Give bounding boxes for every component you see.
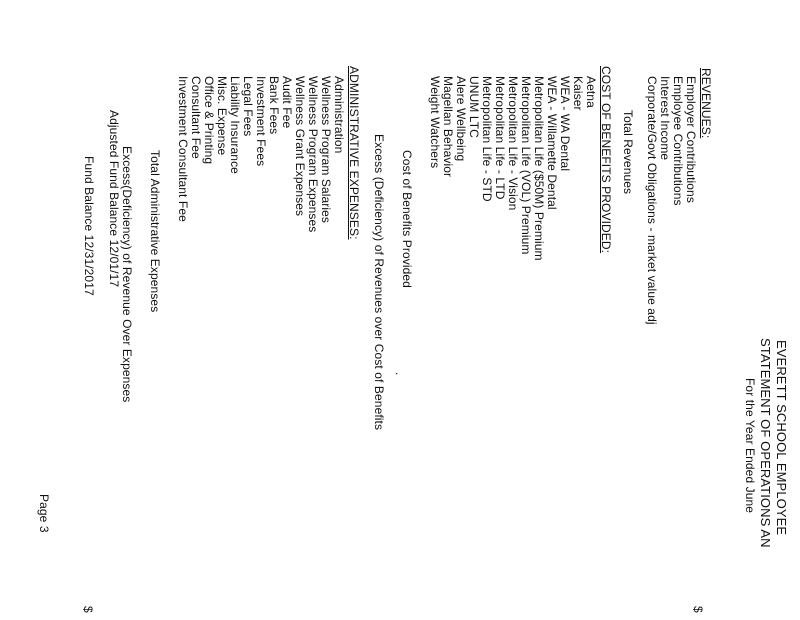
revenue-item: Employee Contributions bbox=[671, 76, 685, 206]
admin-expenses-heading: ADMINISTRATIVE EXPENSES: bbox=[347, 66, 361, 240]
currency-symbol-top: $ bbox=[691, 606, 705, 613]
report-title-line1: EVERETT SCHOOL EMPLOYEE bbox=[774, 340, 789, 536]
benefit-item: Metropolitan Life - Vision bbox=[506, 76, 520, 211]
benefit-item: WEA - WA Dental bbox=[558, 76, 572, 172]
admin-item: Audit Fee bbox=[280, 76, 294, 129]
benefit-item: Kaiser bbox=[571, 76, 585, 111]
admin-item: Legal Fees bbox=[241, 76, 255, 137]
benefit-item: Metropolitan Life ($50M) Premium bbox=[532, 76, 546, 261]
admin-item: Misc. Expense bbox=[215, 76, 229, 156]
admin-item: Investment Fees bbox=[254, 76, 268, 167]
excess-over-benefits-label: Excess (Deficiency) of Revenues over Cost of Benefits bbox=[372, 134, 386, 431]
page-number: Page 3 bbox=[37, 494, 51, 533]
revenue-item: Interest Income bbox=[658, 76, 672, 161]
benefit-item: Metropolitan Life - STD bbox=[480, 76, 494, 202]
report-period: For the Year Ended June bbox=[743, 378, 757, 514]
benefit-item: UNUM LTC bbox=[467, 76, 481, 138]
cost-of-benefits-heading: COST OF BENEFITS PROVIDED: bbox=[599, 66, 613, 254]
admin-item: Investment Consultant Fee bbox=[176, 76, 190, 222]
revenues-heading: REVENUES: bbox=[699, 68, 713, 139]
cost-of-benefits-total-label: Cost of Benefits Provided bbox=[400, 150, 414, 288]
revenue-item: Employer Contributions bbox=[684, 76, 698, 203]
admin-item: Wellness Grant Expenses bbox=[293, 76, 307, 217]
total-revenues-label: Total Revenues bbox=[621, 110, 635, 195]
benefit-item: Weight Watchers bbox=[428, 76, 442, 169]
admin-item: Consultant Fee bbox=[189, 76, 203, 159]
admin-item: Bank Fees bbox=[267, 76, 281, 135]
revenue-item: Corporate/Govt Obligations - market value adj bbox=[645, 76, 659, 325]
currency-symbol-bottom: $ bbox=[81, 606, 95, 613]
fund-balance-label: Fund Balance 12/31/2017 bbox=[82, 156, 96, 296]
benefit-item: Metropolitan Life - LTD bbox=[493, 76, 507, 200]
benefit-item: Metropolitan Life (VOL) Premium bbox=[519, 76, 533, 255]
benefit-item: WEA - Willamette Dental bbox=[545, 76, 559, 210]
excess-over-expenses-label: Excess(Deficiency) of Revenue Over Expenses bbox=[120, 146, 134, 403]
admin-item: Wellness Program Expenses bbox=[306, 76, 320, 233]
report-title-line2: STATEMENT OF OPERATIONS AN bbox=[758, 338, 773, 548]
stray-dot: . bbox=[393, 372, 407, 376]
benefit-item: Alere Wellbeing bbox=[454, 76, 468, 162]
total-admin-expenses-label: Total Administrative Expenses bbox=[148, 150, 162, 313]
adjusted-fund-balance-label: Adjusted Fund Balance 12/01/17 bbox=[107, 110, 121, 288]
admin-item: Administration bbox=[332, 76, 346, 154]
admin-item: Office & Printing bbox=[202, 76, 216, 165]
benefit-item: Aetna bbox=[584, 76, 598, 108]
benefit-item: Magellan Behavior bbox=[441, 76, 455, 178]
admin-item: Liability Insurance bbox=[228, 76, 242, 174]
admin-item: Wellness Program Salaries bbox=[319, 76, 333, 223]
